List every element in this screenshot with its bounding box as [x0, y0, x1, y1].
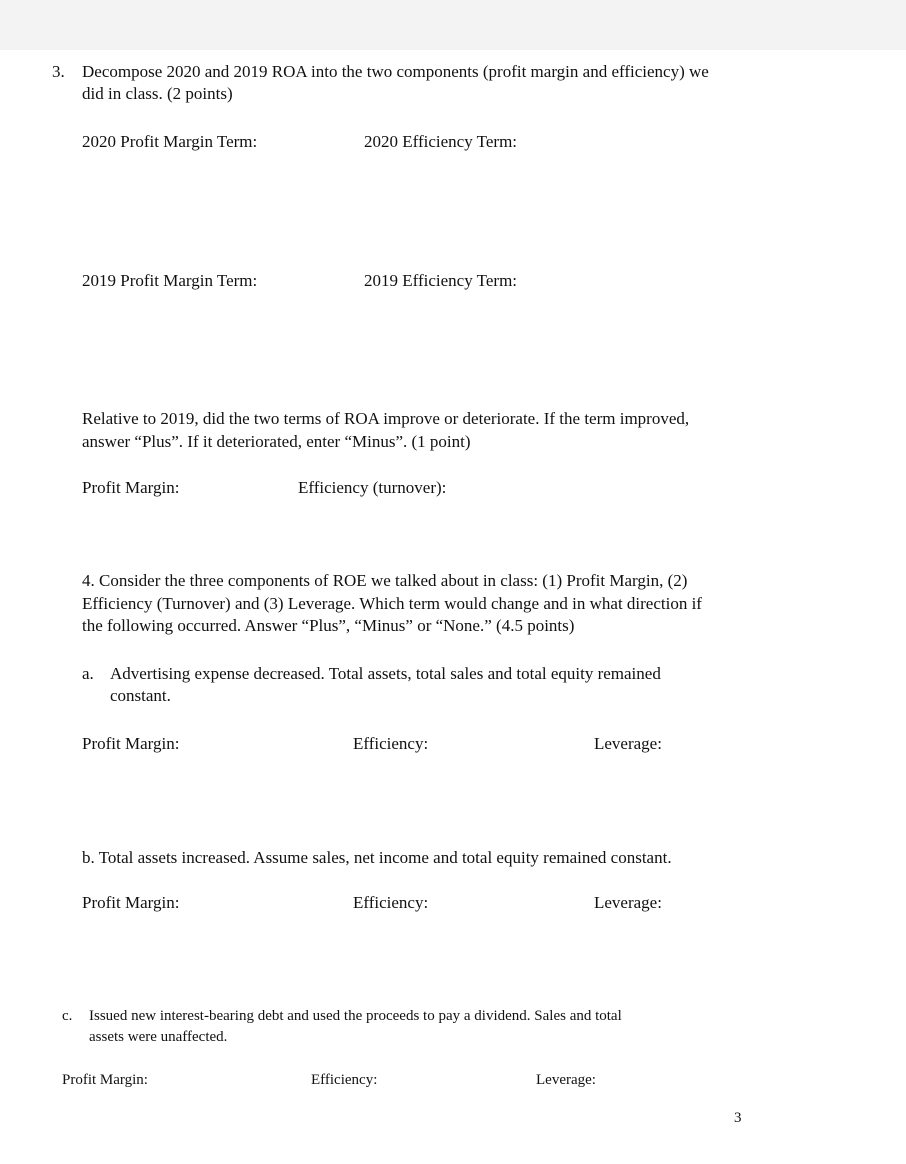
q3-number: 3.: [52, 62, 65, 81]
q4-prompt-line2: Efficiency (Turnover) and (3) Leverage. Which term would change and in what direction if: [82, 594, 702, 613]
q4b-text: b. Total assets increased. Assume sales, net income and total equity remained constant.: [82, 848, 672, 867]
viewer-top-margin: [0, 0, 906, 50]
profit-margin-2019-label: 2019 Profit Margin Term:: [82, 271, 258, 290]
q4b-profit-margin-label: Profit Margin:: [82, 893, 180, 912]
q3-prompt-line1: Decompose 2020 and 2019 ROA into the two components (profit margin and efficiency) we: [82, 62, 709, 81]
page-number: 3: [734, 1110, 742, 1126]
q4a-text-line1: Advertising expense decreased. Total assets, total sales and total equity remained: [110, 664, 661, 683]
q3-profit-margin-label: Profit Margin:: [82, 478, 180, 497]
q4-prompt-line1: 4. Consider the three components of ROE we talked about in class: (1) Profit Margin, (2): [82, 571, 688, 590]
profit-margin-2020-label: 2020 Profit Margin Term:: [82, 132, 258, 151]
q4a-profit-margin-label: Profit Margin:: [82, 734, 180, 753]
q4c-text-line1: Issued new interest-bearing debt and used the proceeds to pay a dividend. Sales and total: [89, 1008, 622, 1024]
q4a-efficiency-label: Efficiency:: [353, 734, 429, 753]
q3-efficiency-label: Efficiency (turnover):: [298, 478, 447, 497]
relative-question-line1: Relative to 2019, did the two terms of ROA improve or deteriorate. If the term improved,: [82, 409, 690, 428]
q4a-text-line2: constant.: [110, 686, 171, 705]
q4-prompt-line3: the following occurred. Answer “Plus”, “Minus” or “None.” (4.5 points): [82, 616, 575, 635]
relative-question-line2: answer “Plus”. If it deteriorated, enter “Minus”. (1 point): [82, 432, 471, 451]
q4a-marker: a.: [82, 664, 94, 683]
q3-prompt-line2: did in class. (2 points): [82, 84, 233, 103]
q4c-text-line2: assets were unaffected.: [89, 1029, 228, 1045]
q4c-efficiency-label: Efficiency:: [311, 1072, 378, 1088]
q4b-leverage-label: Leverage:: [594, 893, 662, 912]
q4b-efficiency-label: Efficiency:: [353, 893, 429, 912]
q4c-marker: c.: [62, 1008, 73, 1024]
q4c-leverage-label: Leverage:: [536, 1072, 596, 1088]
q4c-profit-margin-label: Profit Margin:: [62, 1072, 148, 1088]
efficiency-2019-label: 2019 Efficiency Term:: [364, 271, 518, 290]
q4a-leverage-label: Leverage:: [594, 734, 662, 753]
efficiency-2020-label: 2020 Efficiency Term:: [364, 132, 518, 151]
